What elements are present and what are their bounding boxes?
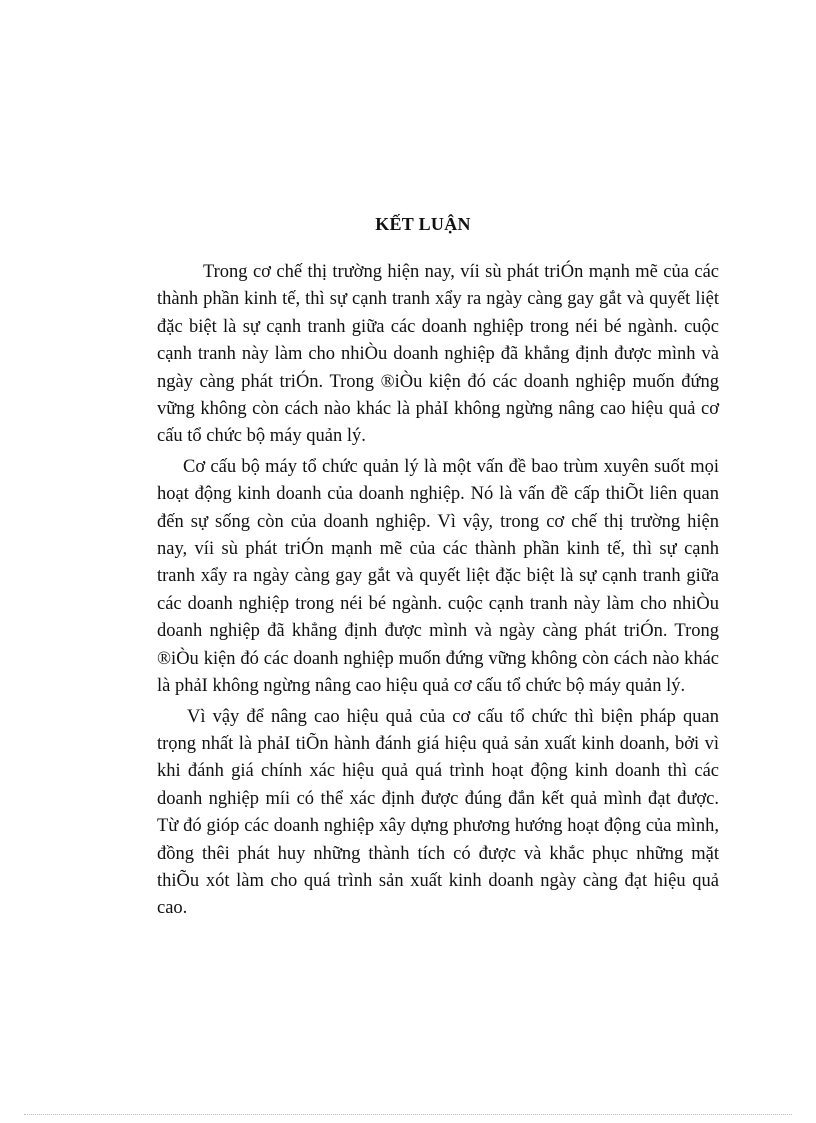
page-bottom-divider bbox=[24, 1114, 792, 1115]
body-text bbox=[157, 259, 719, 926]
paragraph-1: Trong cơ chế thị trường hiện nay, víi sù phát triÓn mạnh mẽ của các thành phần kinh tế, thì sự cạnh tranh xẩy ra ngày càng gay gắt và quyết liệt đặc biệt là sự cạnh tranh giữa các doanh nghiệp trong néi bé ngành. cuộc cạnh tranh này làm cho nhiÒu doanh nghiệp đã khẳng định được mình và ngày càng phát triÓn. Trong ®iÒu kiện đó các doanh nghiệp muốn đứng vững không còn cách nào khác là phảI không ngừng nâng cao hiệu quả cơ cấu tổ chức bộ máy quản lý. bbox=[157, 262, 719, 447]
paragraph-3: Vì vậy để nâng cao hiệu quả của cơ cấu tổ chức thì biện pháp quan trọng nhất là phảI tiÕn hành đánh giá hiệu quả sản xuất kinh doanh, bởi vì khi đánh giá chính xác hiệu quả quá trình hoạt động kinh doanh thì các doanh nghiệp míi có thể xác định được đúng đắn kết quả mình đạt được. Từ đó gióp các doanh nghiệp xây dựng phương hướng hoạt động của mình, đồng thêi phát huy những thành tích có được và khắc phục những mặt thiÕu xót làm cho quá trình sản xuất kinh doanh ngày càng đạt hiệu quả cao. bbox=[157, 706, 719, 919]
paragraph-2: Cơ cấu bộ máy tổ chức quản lý là một vấn đề bao trùm xuyên suốt mọi hoạt động kinh doanh của doanh nghiệp. Nó là vấn đề cấp thiÕt liên quan đến sự sống còn của doanh nghiệp. Vì vậy, trong cơ chế thị trường hiện nay, víi sù phát triÓn mạnh mẽ của các thành phần kinh tế, thì sự cạnh tranh xẩy ra ngày càng gay gắt và quyết liệt đặc biệt là sự cạnh tranh giữa các doanh nghiệp trong néi bé ngành. cuộc cạnh tranh này làm cho nhiÒu doanh nghiệp đã khẳng định được mình và ngày càng phát triÓn. Trong ®iÒu kiện đó các doanh nghiệp muốn đứng vững không còn cách nào khác là phảI không ngừng nâng cao hiệu quả cơ cấu tổ chức bộ máy quản lý. bbox=[157, 456, 719, 697]
page-title: KẾT LUẬN bbox=[375, 214, 471, 234]
